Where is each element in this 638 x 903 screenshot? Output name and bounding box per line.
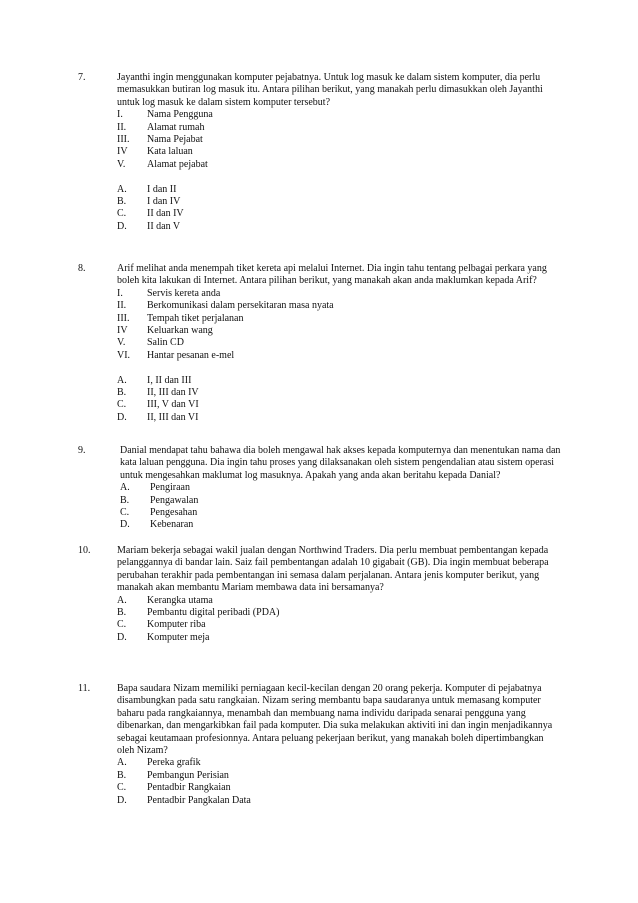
statement-item — [117, 313, 595, 325]
statement-label: I. — [117, 287, 123, 299]
option-item — [117, 770, 595, 782]
option-text: I dan II — [147, 183, 177, 195]
statement-text: Nama Pejabat — [147, 133, 203, 145]
stem-line: oleh Nizam? — [117, 744, 168, 756]
option-item — [117, 412, 595, 424]
option-text: I dan IV — [147, 195, 181, 207]
stem-line: Arif melihat anda menempah tiket kereta api melalui Internet. Dia ingin tahu tentang pelbagai perkara yang — [117, 263, 547, 274]
option-label: A. — [117, 594, 127, 606]
option-label: B. — [120, 494, 130, 506]
option-label: C. — [117, 208, 127, 220]
option-text: Pengiraan — [150, 482, 190, 494]
question-body — [120, 445, 598, 532]
statement-text: Keluarkan wang — [147, 324, 213, 336]
stem-line: perubahan terakhir pada pembentangan ini semasa dalam perjalanan. Antara jenis komputer berikut, yang — [117, 569, 540, 581]
option-label: A. — [117, 183, 127, 195]
statement-text: Alamat rumah — [147, 121, 205, 133]
option-text: Pembantu digital peribadi (PDA) — [147, 606, 280, 618]
question-body — [117, 545, 595, 644]
stem-line: baharu pada rangkaiannya, menambah dan membuang nama individu daripada senarai pengguna yang — [117, 707, 526, 719]
option-label: B. — [117, 769, 127, 781]
option-label: C. — [117, 619, 127, 631]
question-number: 8. — [78, 263, 86, 274]
option-item — [120, 495, 598, 507]
statement-text: Tempah tiket perjalanan — [147, 312, 244, 324]
stem-line: kata laluan pengguna. Dia ingin tahu proses yang dilaksanakan oleh sistem pengendalian atau sistem operasi — [120, 457, 555, 469]
stem-line: manakah akan membantu Mariam membawa data ini bersamanya? — [117, 582, 384, 594]
statement-label: IV — [117, 146, 128, 158]
statement-label: II. — [117, 121, 127, 133]
option-list — [117, 595, 595, 645]
statement-label: III. — [117, 133, 130, 145]
statement-item — [117, 109, 595, 121]
option-item — [117, 184, 595, 196]
option-text: Pereka grafik — [147, 757, 201, 769]
option-label: B. — [117, 195, 127, 207]
statement-text: Berkomunikasi dalam persekitaran masa nyata — [147, 300, 334, 312]
option-item — [120, 507, 598, 519]
stem-line: Bapa saudara Nizam memiliki perniagaan kecil-kecilan dengan 20 orang pekerja. Komputer di pejabatnya — [117, 683, 542, 694]
option-item — [117, 387, 595, 399]
option-text: II dan IV — [147, 208, 184, 220]
option-text: Pentadbir Pangkalan Data — [147, 794, 251, 806]
stem-line: untuk log masuk ke dalam sistem komputer tersebut? — [117, 96, 331, 108]
stem-line: Jayanthi ingin menggunakan komputer pejabatnya. Untuk log masuk ke dalam sistem komputer, dia perlu — [117, 72, 541, 83]
statement-text: Alamat pejabat — [147, 158, 208, 170]
option-list — [117, 757, 595, 807]
option-text: II, III dan VI — [147, 411, 199, 423]
option-text: Komputer riba — [147, 619, 206, 631]
option-label: A. — [120, 482, 130, 494]
question-stem — [117, 263, 595, 288]
stem-line: memasukkan butiran log masuk itu. Antara pilihan berikut, yang manakah perlu dimasukkan oleh Jayanthi — [117, 84, 543, 96]
question-stem — [117, 683, 595, 757]
statement-list — [117, 288, 595, 362]
statement-item — [117, 134, 595, 146]
question-number: 7. — [78, 72, 86, 83]
stem-line: Danial mendapat tahu bahawa dia boleh mengawal hak akses kepada komputernya dan menentukan nama dan — [120, 445, 561, 456]
option-item — [117, 208, 595, 220]
statement-item — [117, 146, 595, 158]
statement-text: Servis kereta anda — [147, 287, 221, 299]
option-item — [117, 795, 595, 807]
stem-line: pelanggannya di bandar lain. Saiz fail pembentangan adalah 10 gigabait (GB). Dia ingin membuat beberapa — [117, 557, 549, 569]
statement-label: III. — [117, 312, 130, 324]
option-label: D. — [117, 631, 127, 643]
option-list — [117, 184, 595, 234]
option-item — [117, 595, 595, 607]
question-stem — [117, 545, 595, 595]
option-text: II dan V — [147, 220, 181, 232]
statement-list — [117, 109, 595, 171]
option-text: Pentadbir Rangkaian — [147, 782, 231, 794]
option-label: B. — [117, 606, 127, 618]
option-item — [117, 757, 595, 769]
option-list — [117, 375, 595, 425]
statement-item — [117, 350, 595, 362]
option-text: Komputer meja — [147, 631, 210, 643]
statement-text: Nama Pengguna — [147, 109, 213, 121]
statement-text: Salin CD — [147, 337, 184, 349]
statement-item — [117, 159, 595, 171]
option-text: I, II dan III — [147, 374, 192, 386]
stem-line: disambungkan pada satu rangkaian. Nizam sering membantu bapa saudaranya untuk memasang komputer — [117, 695, 541, 707]
option-text: Pembangun Perisian — [147, 769, 229, 781]
statement-label: VI. — [117, 349, 131, 361]
question-body — [117, 72, 595, 233]
statement-label: II. — [117, 300, 127, 312]
stem-line: sebagai keutamaan profesionnya. Antara peluang pekerjaan berikut, yang manakah boleh dipertimbangkan — [117, 732, 544, 744]
statement-item — [117, 337, 595, 349]
statement-label: IV — [117, 324, 128, 336]
statement-label: I. — [117, 109, 123, 121]
option-text: II, III dan IV — [147, 386, 199, 398]
stem-line: untuk mengesahkan maklumat log masuknya. Apakah yang anda akan beritahu kepada Danial? — [120, 469, 501, 481]
statement-text: Hantar pesanan e-mel — [147, 349, 235, 361]
question-body — [117, 263, 595, 424]
option-label: C. — [120, 506, 130, 518]
option-item — [117, 221, 595, 233]
option-label: A. — [117, 374, 127, 386]
option-text: III, V dan VI — [147, 399, 199, 411]
question-number: 11. — [78, 683, 91, 694]
question-stem — [120, 445, 598, 482]
option-item — [120, 519, 598, 531]
question-body — [117, 683, 595, 807]
statement-label: V. — [117, 158, 126, 170]
statement-label: V. — [117, 337, 126, 349]
option-text: Pengesahan — [150, 506, 198, 518]
option-item — [117, 782, 595, 794]
option-label: D. — [117, 794, 127, 806]
option-item — [117, 375, 595, 387]
option-item — [117, 619, 595, 631]
option-item — [117, 399, 595, 411]
option-item — [120, 482, 598, 494]
question-number: 9. — [78, 445, 86, 456]
option-item — [117, 196, 595, 208]
option-label: C. — [117, 399, 127, 411]
option-label: B. — [117, 386, 127, 398]
option-text: Pengawalan — [150, 494, 199, 506]
option-label: C. — [117, 782, 127, 794]
option-item — [117, 632, 595, 644]
statement-item — [117, 300, 595, 312]
option-text: Kebenaran — [150, 519, 194, 531]
statement-item — [117, 122, 595, 134]
option-label: D. — [120, 519, 130, 531]
statement-item — [117, 325, 595, 337]
option-label: D. — [117, 220, 127, 232]
stem-line: boleh kita lakukan di Internet. Antara pilihan berikut, yang manakah akan anda maklumkan kepada Arif? — [117, 275, 537, 287]
stem-line: Mariam bekerja sebagai wakil jualan dengan Northwind Traders. Dia perlu membuat pembentangan kepada — [117, 545, 549, 556]
option-label: D. — [117, 411, 127, 423]
question-stem — [117, 72, 595, 109]
question-number: 10. — [78, 545, 91, 556]
option-item — [117, 607, 595, 619]
option-text: Kerangka utama — [147, 594, 213, 606]
stem-line: dibenarkan, dan mengarkibkan fail pada komputer. Dia suka melakukan aktiviti ini dan ingin menjadikannya — [117, 720, 553, 732]
option-list — [120, 482, 598, 532]
statement-item — [117, 288, 595, 300]
statement-text: Kata laluan — [147, 146, 193, 158]
option-label: A. — [117, 757, 127, 769]
